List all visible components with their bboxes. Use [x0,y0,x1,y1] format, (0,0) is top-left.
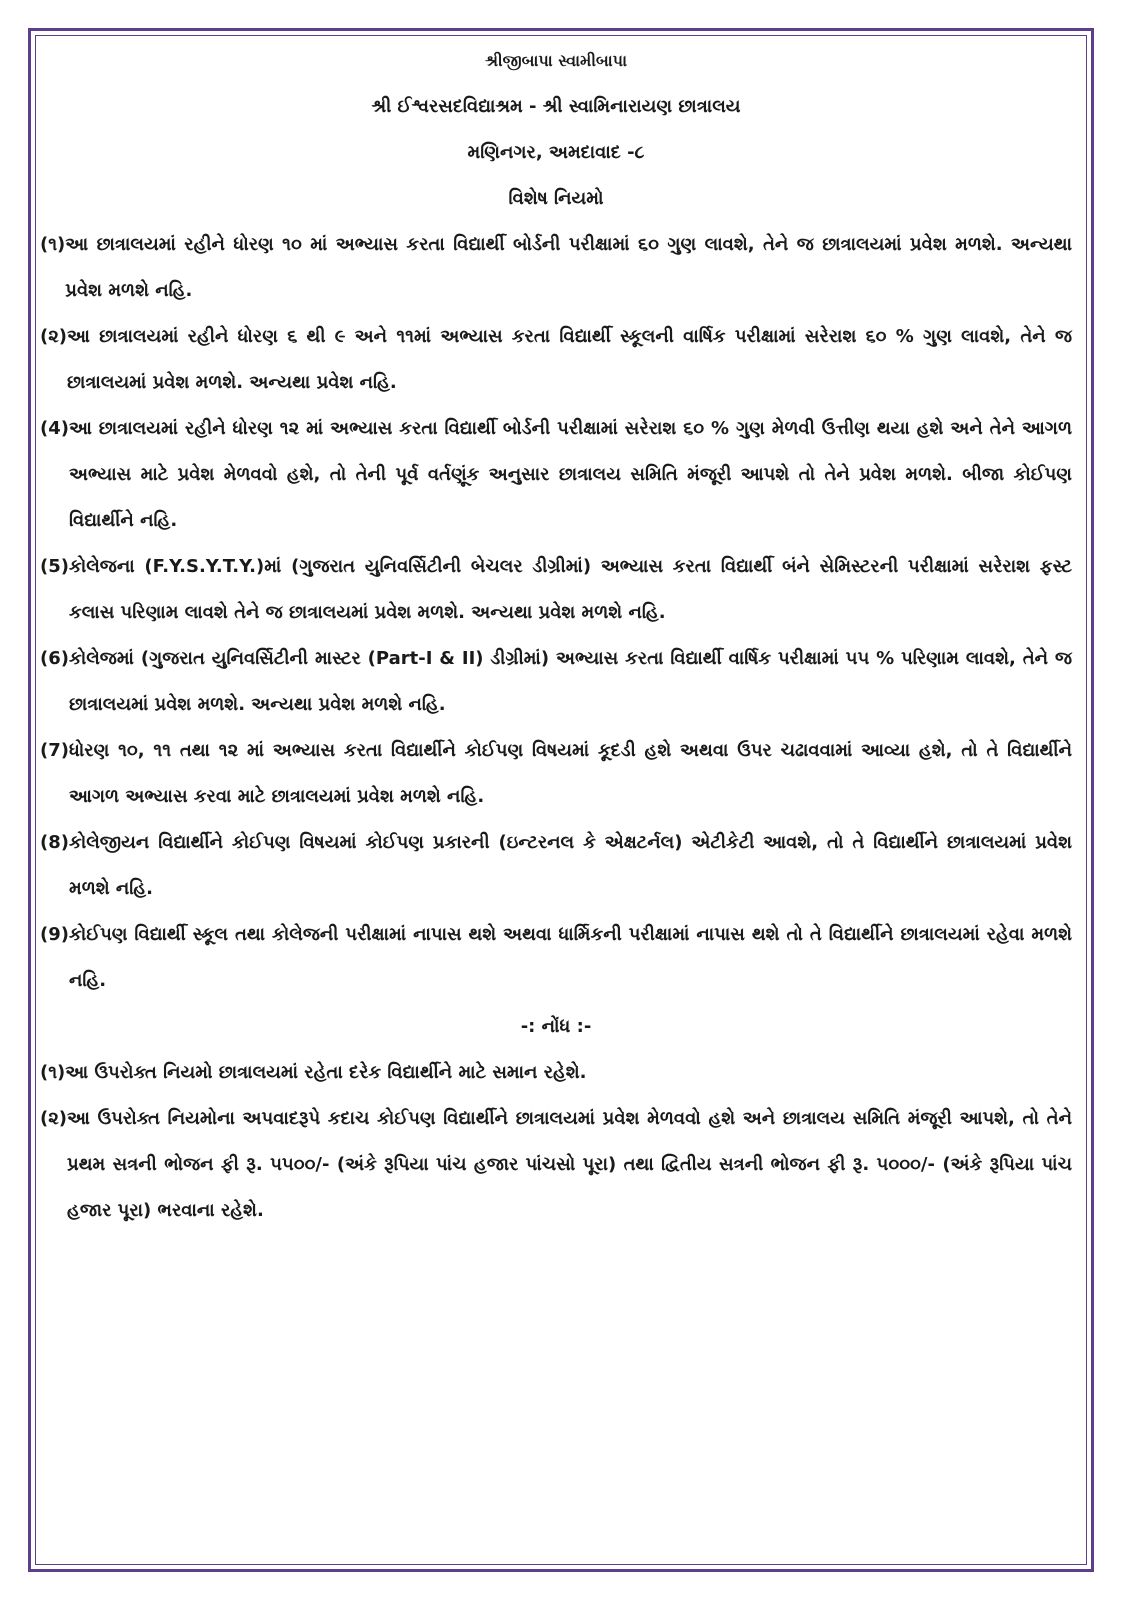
rule-number: (6) [40,648,69,669]
rule-item-3 [40,406,1072,544]
rule-text: કોલેજના (F.Y.S.Y.T.Y.)માં (ગુજરાત યુનિવર્સિટીની બેચલર ડીગ્રીમાં) અભ્યાસ કરતા વિદ્યાર્થી બંને સેમિસ્ટરની પરીક્ષામાં સરેરાશ ફસ્ટ કલાસ પરિણામ લાવશે તેને જ છાત્રાલયમાં પ્રવેશ મળશે. અન્યથા પ્રવેશ મળશે નહિ. [68,556,1072,623]
note-item-1 [40,1050,1072,1096]
rule-text: કોલેજીયન વિદ્યાર્થીને કોઈપણ વિષયમાં કોઈપણ પ્રકારની (ઇન્ટરનલ કે એક્ષટર્નલ) એટીકેટી આવશે, તો તે વિદ્યાર્થીને છાત્રાલયમાં પ્રવેશ મળશે નહિ. [68,832,1072,899]
header-invocation: શ્રીજીબાપા સ્વામીબાપા [485,51,627,70]
rule-item-8 [40,912,1072,1004]
rule-item-1 [40,222,1072,314]
section-title-rules: વિશેષ નિયમો [508,188,604,209]
note-text: આ ઉપરોક્ત નિયમો છાત્રાલયમાં રહેતા દરેક વિદ્યાર્થીને માટે સમાન રહેશે. [65,1062,587,1083]
rule-text: આ છાત્રાલયમાં રહીને ધોરણ ૬ થી ૯ અને ૧૧માં અભ્યાસ કરતા વિદ્યાર્થી સ્કૂલની વાર્ષિક પરીક્ષામાં સરેરાશ ૬૦ % ગુણ લાવશે, તેને જ છાત્રાલયમાં પ્રવેશ મળશે. અન્યથા પ્રવેશ નહિ. [67,326,1072,393]
rule-item-2 [40,314,1072,406]
rule-number: (5) [40,556,69,577]
rule-number: (9) [40,924,69,945]
rule-item-6 [40,728,1072,820]
rule-number: (૧) [40,234,66,255]
rule-item-7 [40,820,1072,912]
rule-item-4 [40,544,1072,636]
rule-number: (8) [40,832,69,853]
rule-number: (7) [40,740,69,761]
rule-text: ધોરણ ૧૦, ૧૧ તથા ૧૨ માં અભ્યાસ કરતા વિદ્યાર્થીને કોઈપણ વિષયમાં કૂદડી હશે અથવા ઉપર ચઢાવવામાં આવ્યા હશે, તો તે વિદ્યાર્થીને આગળ અભ્યાસ કરવા માટે છાત્રાલયમાં પ્રવેશ મળશે નહિ. [68,740,1072,807]
rule-text: કોલેજમાં (ગુજરાત યુનિવર્સિટીની માસ્ટર (Part-I & II) ડીગ્રીમાં) અભ્યાસ કરતા વિદ્યાર્થી વાર્ષિક પરીક્ષામાં ૫૫ % પરિણામ લાવશે, તેને જ છાત્રાલયમાં પ્રવેશ મળશે. અન્યથા પ્રવેશ મળશે નહિ. [68,648,1072,715]
document-body [40,38,1072,1234]
rule-item-5 [40,636,1072,728]
header-address: મણિનગર, અમદાવાદ -૮ [467,142,645,163]
header-institution: શ્રી ઈશ્વરસદવિદ્યાશ્રમ - શ્રી સ્વામિનારાયણ છાત્રાલય [371,96,741,117]
rule-text: આ છાત્રાલયમાં રહીને ધોરણ ૧૦ માં અભ્યાસ કરતા વિદ્યાર્થી બોર્ડની પરીક્ષામાં ૬૦ ગુણ લાવશે, તેને જ છાત્રાલયમાં પ્રવેશ મળશે. અન્યથા પ્રવેશ મળશે નહિ. [65,234,1072,301]
note-number: (૧) [40,1062,66,1083]
note-heading: -: નોંધ :- [520,1016,592,1037]
note-item-2 [40,1096,1072,1234]
rule-text: કોઈપણ વિદ્યાર્થી સ્કૂલ તથા કોલેજની પરીક્ષામાં નાપાસ થશે અથવા ધાર્મિકની પરીક્ષામાં નાપાસ થશે તો તે વિદ્યાર્થીને છાત્રાલયમાં રહેવા મળશે નહિ. [68,924,1072,991]
rule-number: (૨) [40,326,68,347]
rule-number: (4) [40,418,69,439]
note-number: (૨) [40,1108,68,1129]
rule-text: આ છાત્રાલયમાં રહીને ધોરણ ૧૨ માં અભ્યાસ કરતા વિદ્યાર્થી બોર્ડની પરીક્ષામાં સરેરાશ ૬૦ % ગુણ મેળવી ઉત્તીણ થયા હશે અને તેને આગળ અભ્યાસ માટે પ્રવેશ મેળવવો હશે, તો તેની પૂર્વ વર્તણૂંક અનુસાર છાત્રાલય સમિતિ મંજૂરી આપશે તો તેને પ્રવેશ મળશે. બીજા કોઈપણ વિદ્યાર્થીને નહિ. [68,418,1072,531]
note-text: આ ઉપરોક્ત નિયમોના અપવાદરૂપે કદાચ કોઈપણ વિદ્યાર્થીને છાત્રાલયમાં પ્રવેશ મેળવવો હશે અને છાત્રાલય સમિતિ મંજૂરી આપશે, તો તેને પ્રથમ સત્રની ભોજન ફી રૂ. ૫૫૦૦/- (અંકે રૂપિયા પાંચ હજાર પાંચસો પૂરા) તથા દ્વિતીય સત્રની ભોજન ફી રૂ. ૫૦૦૦/- (અંકે રૂપિયા પાંચ હજાર પૂરા) ભરવાના રહેશે. [67,1108,1072,1221]
